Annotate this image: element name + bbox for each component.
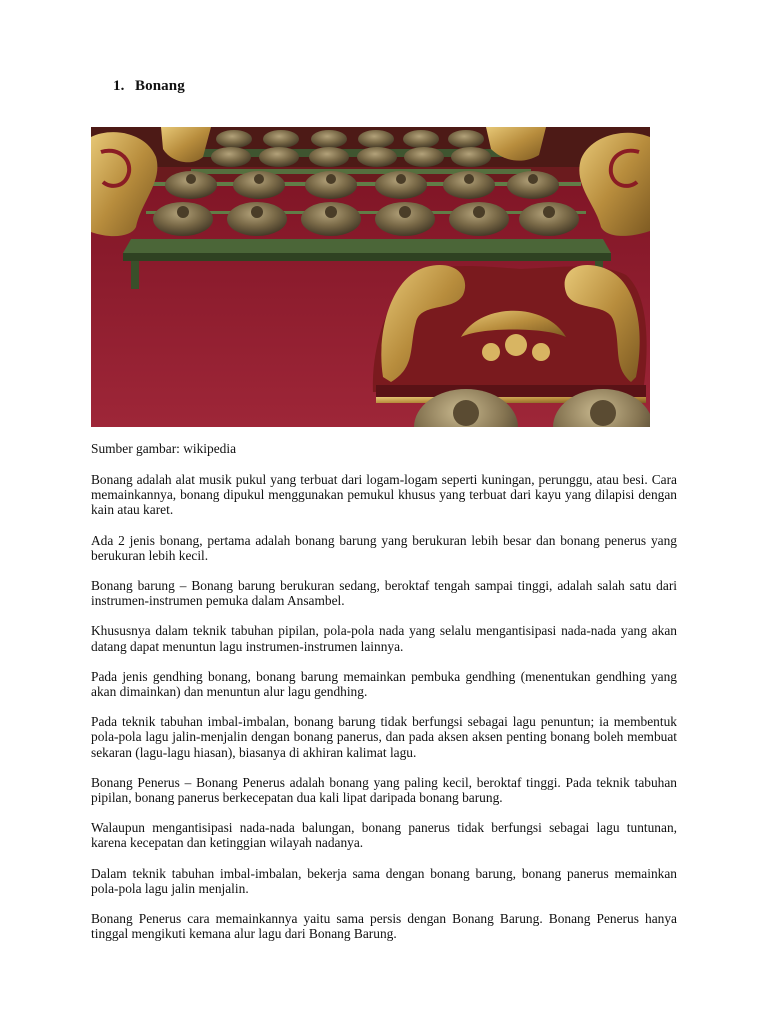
bonang-gamelan-photo <box>91 127 650 427</box>
section-heading <box>113 78 185 95</box>
heading-number: 1. <box>113 78 125 94</box>
heading-title: Bonang <box>135 78 185 94</box>
paragraph: Bonang Penerus cara memainkannya yaitu sama persis dengan Bonang Barung. Bonang Penerus hanya tinggal mengikuti kemana alur lagu dari Bonang Barung. <box>91 911 677 942</box>
paragraph: Bonang Penerus – Bonang Penerus adalah bonang yang paling kecil, beroktaf tinggi. Pada teknik tabuhan pipilan, bonang panerus berkecepatan dua kali lipat daripada bonang barung. <box>91 774 677 806</box>
image-caption: Sumber gambar: wikipedia <box>91 441 237 456</box>
paragraph: Bonang barung – Bonang barung berukuran sedang, beroktaf tengah sampai tinggi, adalah salah satu dari instrumen-instrumen pemuka dalam Ansambel. <box>91 578 677 609</box>
paragraph: Pada teknik tabuhan imbal-imbalan, bonang barung tidak berfungsi sebagai lagu penuntun; ia membentuk pola-pola lagu jalin-menjalin dengan bonang panerus, dan pada aksen aksen penting bonang boleh membuat sekaran (lagu-lagu hiasan), biasanya di akhiran kalimat lagu. <box>91 714 677 760</box>
paragraph: Bonang adalah alat musik pukul yang terbuat dari logam-logam seperti kuningan, perunggu, atau besi. Cara memainkannya, bonang dipukul menggunakan pemukul khusus yang terbuat dari kayu yang dilapisi dengan kain atau karet. <box>91 472 677 518</box>
body-text <box>91 472 677 956</box>
dragon-stand-carving <box>373 265 647 403</box>
paragraph: Ada 2 jenis bonang, pertama adalah bonang barung yang berukuran lebih besar dan bonang penerus yang berukuran lebih kecil. <box>91 532 677 563</box>
paragraph: Pada jenis gendhing bonang, bonang barung memainkan pembuka gendhing (menentukan gendhing yang akan dimainkan) dan menuntun alur lagu gendhing. <box>91 668 677 700</box>
paragraph: Walaupun mengantisipasi nada-nada balungan, bonang panerus tidak berfungsi sebagai lagu tuntunan, karena kecepatan dan ketinggian wilayah nadanya. <box>91 820 677 851</box>
paragraph: Dalam teknik tabuhan imbal-imbalan, bekerja sama dengan bonang barung, bonang panerus memainkan pola-pola lagu jalin menjalin. <box>91 865 677 896</box>
paragraph: Khususnya dalam teknik tabuhan pipilan, pola-pola nada yang selalu mengantisipasi nada-nada yang akan datang dapat menuntun lagu instrumen-instrumen lainnya. <box>91 623 677 654</box>
